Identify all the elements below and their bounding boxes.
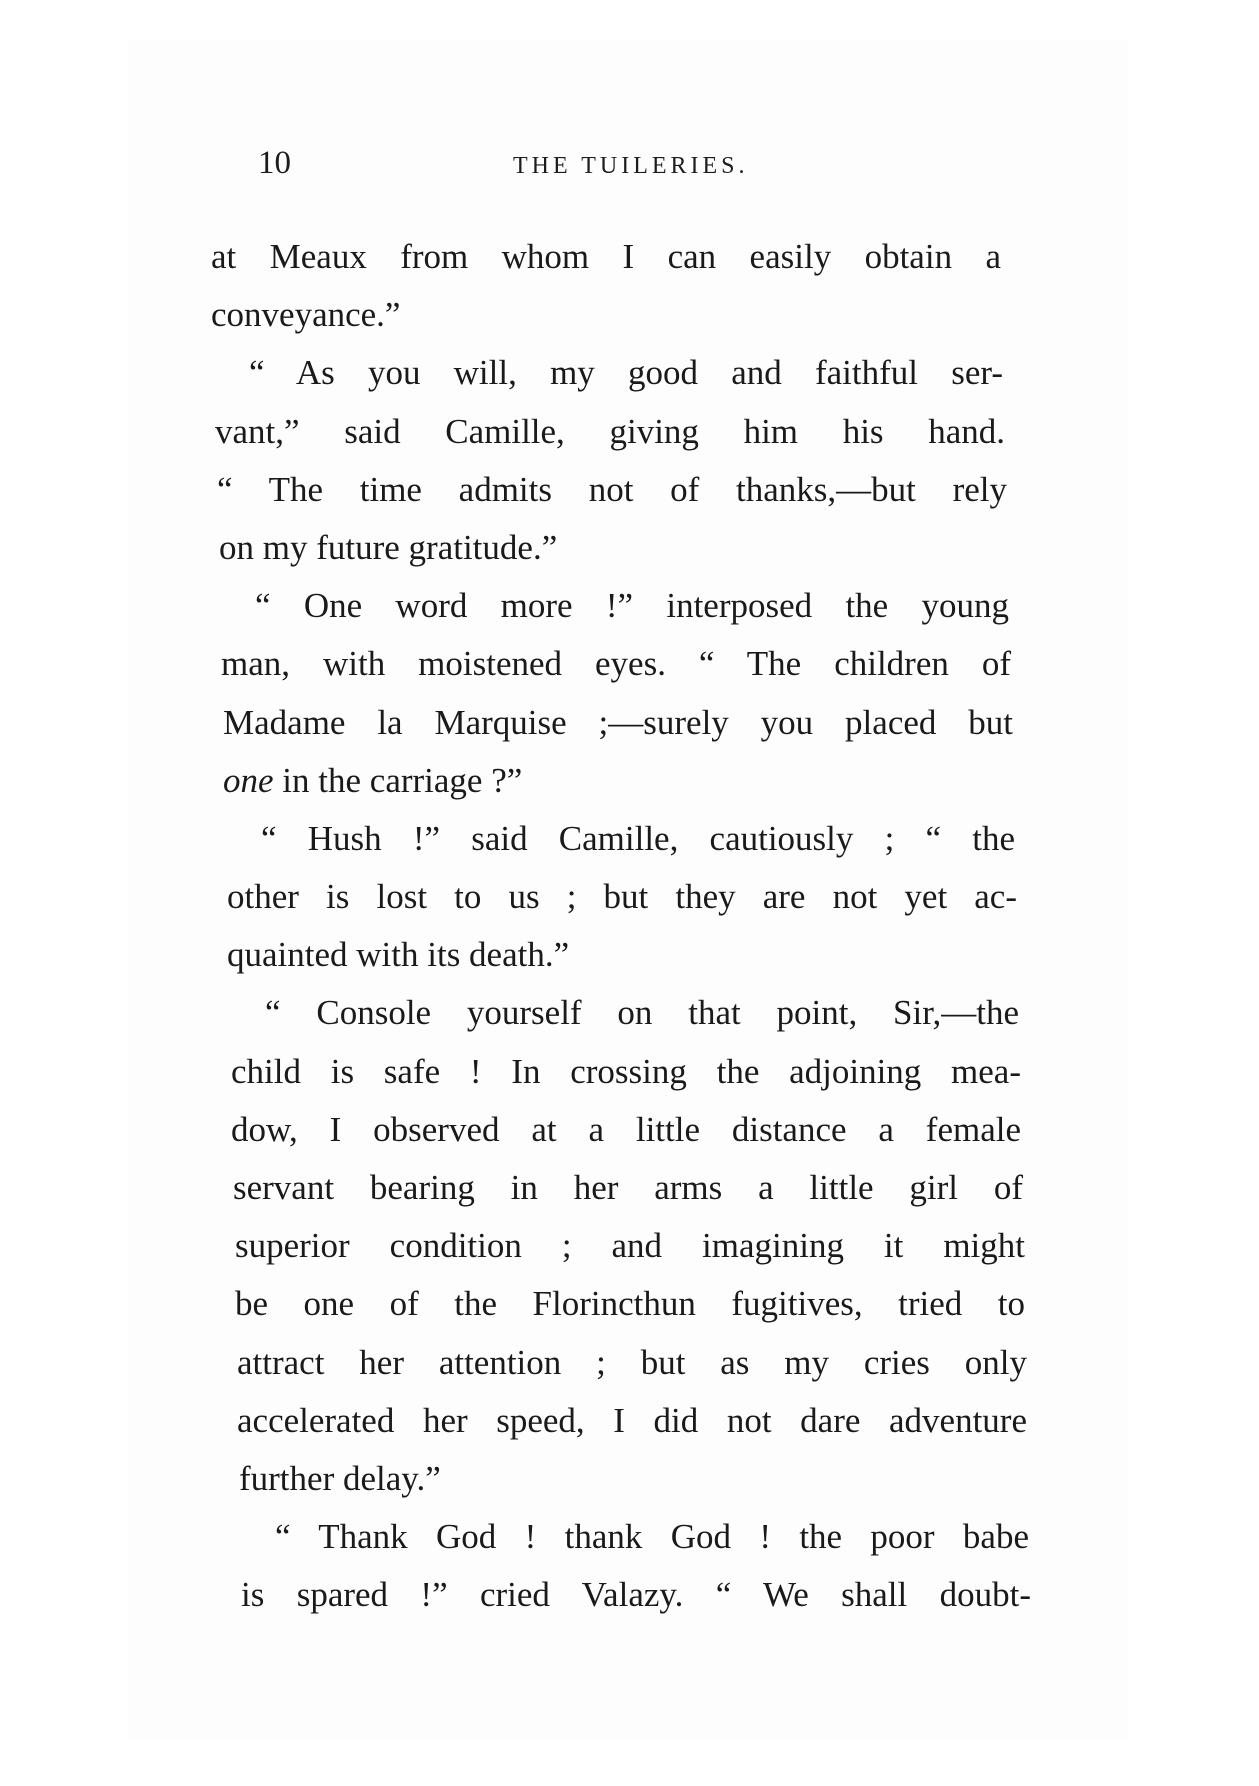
text-line [227, 868, 1017, 926]
text-line [219, 577, 1009, 635]
text-segment: dow, I observed at a little distance a female [231, 1109, 1021, 1149]
page-header [258, 145, 1018, 195]
text-line [237, 1392, 1027, 1450]
text-line [215, 403, 1005, 461]
text-line [221, 635, 1011, 693]
text-segment: “ Thank God ! thank God ! the poor babe [275, 1517, 1029, 1557]
text-segment: is spared !” cried Valazy. “ We shall doubt- [241, 1575, 1031, 1615]
text-line [229, 984, 1019, 1042]
text-segment: man, with moistened eyes. “ The children of [221, 644, 1011, 684]
text-segment: conveyance.” [211, 295, 401, 335]
text-segment: at Meaux from whom I can easily obtain a [211, 237, 1001, 276]
text-segment: “ As you will, my good and faithful ser- [249, 353, 1003, 393]
text-line [239, 1508, 1029, 1566]
text-segment: “ Console yourself on that point, Sir,—the [265, 993, 1019, 1033]
text-segment: child is safe ! In crossing the adjoining mea- [231, 1051, 1021, 1091]
text-line [223, 694, 1013, 752]
text-line [223, 752, 1013, 810]
text-line [217, 461, 1007, 519]
text-line [225, 810, 1015, 868]
text-line [227, 926, 1017, 984]
text-line [237, 1334, 1027, 1392]
text-line [219, 519, 1009, 577]
text-line [213, 344, 1003, 402]
body-text [211, 228, 1031, 1625]
text-segment: accelerated her speed, I did not dare adventure [237, 1400, 1027, 1440]
text-segment: quainted with its death.” [227, 935, 570, 975]
text-segment: superior condition ; and imagining it might [235, 1226, 1025, 1266]
text-line [235, 1217, 1025, 1275]
running-head: THE TUILERIES. [513, 153, 749, 179]
text-segment: attract her attention ; but as my cries only [237, 1342, 1027, 1382]
text-segment: further delay.” [239, 1458, 441, 1498]
text-segment: servant bearing in her arms a little girl of [233, 1168, 1023, 1207]
text-segment: “ The time admits not of thanks,—but rely [217, 469, 1007, 509]
text-line [231, 1101, 1021, 1159]
text-line [233, 1159, 1023, 1217]
text-line [241, 1566, 1031, 1624]
text-segment: in the carriage ?” [273, 760, 523, 800]
text-line [211, 228, 1001, 286]
text-line [235, 1275, 1025, 1333]
text-segment: other is lost to us ; but they are not yet ac- [227, 877, 1017, 917]
text-segment: Madame la Marquise ;—surely you placed but [223, 702, 1013, 742]
text-segment: “ One word more !” interposed the young [255, 586, 1009, 626]
italic-text: one [223, 760, 274, 800]
text-segment: vant,” said Camille, giving him his hand. [215, 411, 1005, 451]
text-line [239, 1450, 1029, 1508]
text-segment: be one of the Florincthun fugitives, tried to [235, 1284, 1025, 1324]
page-number: 10 [258, 145, 291, 181]
text-line [231, 1043, 1021, 1101]
text-segment: “ Hush !” said Camille, cautiously ; “ the [261, 818, 1015, 858]
text-segment: on my future gratitude.” [219, 527, 558, 567]
text-line [211, 286, 1001, 344]
